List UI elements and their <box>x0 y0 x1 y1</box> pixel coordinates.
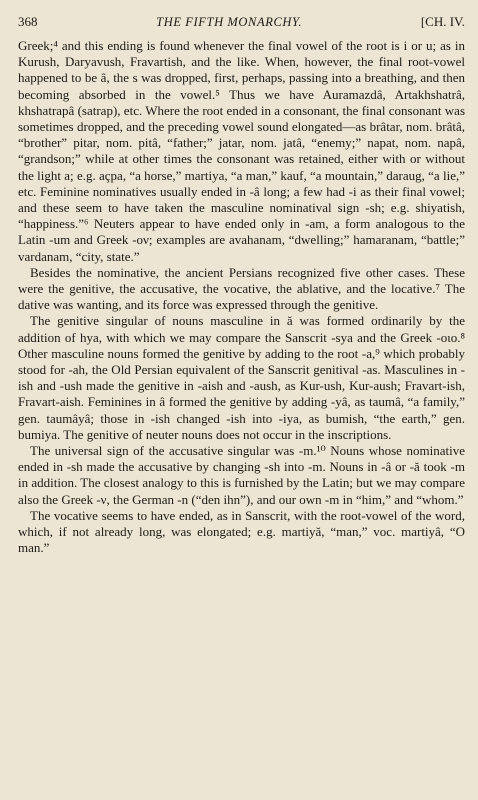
paragraph-cases: Besides the nominative, the ancient Persians recognized five other cases. These were the genitive, the accusative, the vocative, the ablative, and the locative.⁷ The dative was wanting, and its force was expressed through the genitive. <box>18 264 465 313</box>
body-text <box>18 38 465 557</box>
running-title: THE FIFTH MONARCHY. <box>156 15 303 29</box>
paragraph-nominative-endings: Greek;⁴ and this ending is found whenever the final vowel of the root is i or u; as in Kurush, Daryavush, Fravartish, and the like. When, however, the final root-vowel happened to be â, the s was dropped, first, perhaps, passing into a breathing, and then becoming absorbed in the vowel.⁵ Thus we have Auramazdâ, Artakhshatrâ, khshatrapâ (satrap), etc. Where the root ended in a consonant, the final consonant was sometimes dropped, and the preceding vowel sound elongated—as brâtar, nom. brâtâ, “brother” pitar, nom. pitâ, “father;” jatar, nom. jatâ, “enemy;” napat, nom. napâ, “grandson;” while at other times the consonant was retained, either with or without the light a; e.g. açpa, “a horse,” martiya, “a man,” kauf, “a mountain,” daraug, “a lie,” etc. Feminine nominatives usually ended in -â long; a few had -i as their final vowel; and these seem to have taken the masculine nominatival sign -sh; e.g. shiyatish, “happiness.”⁶ Neuters appear to have ended only in -am, a form analogous to the Latin -um and Greek -ον; examples are avahanam, “dwelling;” hamaranam, “battle;” vardanam, “city, state.” <box>18 38 465 264</box>
paragraph-genitive: The genitive singular of nouns masculine in ă was formed ordinarily by the addition of hya, with which we may compare the Sanscrit -sya and the Greek -οιο.⁸ Other masculine nouns formed the genitive by adding to the root -a,⁹ which probably stood for -ah, the Old Persian equivalent of the Sanscrit genitival -as. Masculines in -ish and -ush made the genitive in -aish and -aush, as Kur-ush, Kur-aush; Fravart-ish, Fravart-aish. Feminines in â formed the genitive by adding -yâ, as taumâ, “a family,” gen. taumâyâ; those in -ish changed -ish into -iya, as bumish, “the earth,” gen. bumiya. The genitive of neuter nouns does not occur in the inscriptions. <box>18 313 465 442</box>
page-number: 368 <box>18 14 38 29</box>
paragraph-accusative: The universal sign of the accusative singular was -m.¹⁰ Nouns whose nominative ended in -sh made the accusative by changing -sh into -m. Nouns in -â or -ă took -m in addition. The closest analogy to this is furnished by the Latin; but we may compare also the Greek -ν, the German -n (“den ihn”), and our own -m in “him,” and “whom.” <box>18 443 465 507</box>
running-header <box>18 14 465 38</box>
chapter-reference: [CH. IV. <box>420 14 465 29</box>
paragraph-vocative: The vocative seems to have ended, as in Sanscrit, with the root-vowel of the word, which, if not already long, was elongated; e.g. martiyă, “man,” voc. martiyâ, “O man.” <box>18 507 465 556</box>
